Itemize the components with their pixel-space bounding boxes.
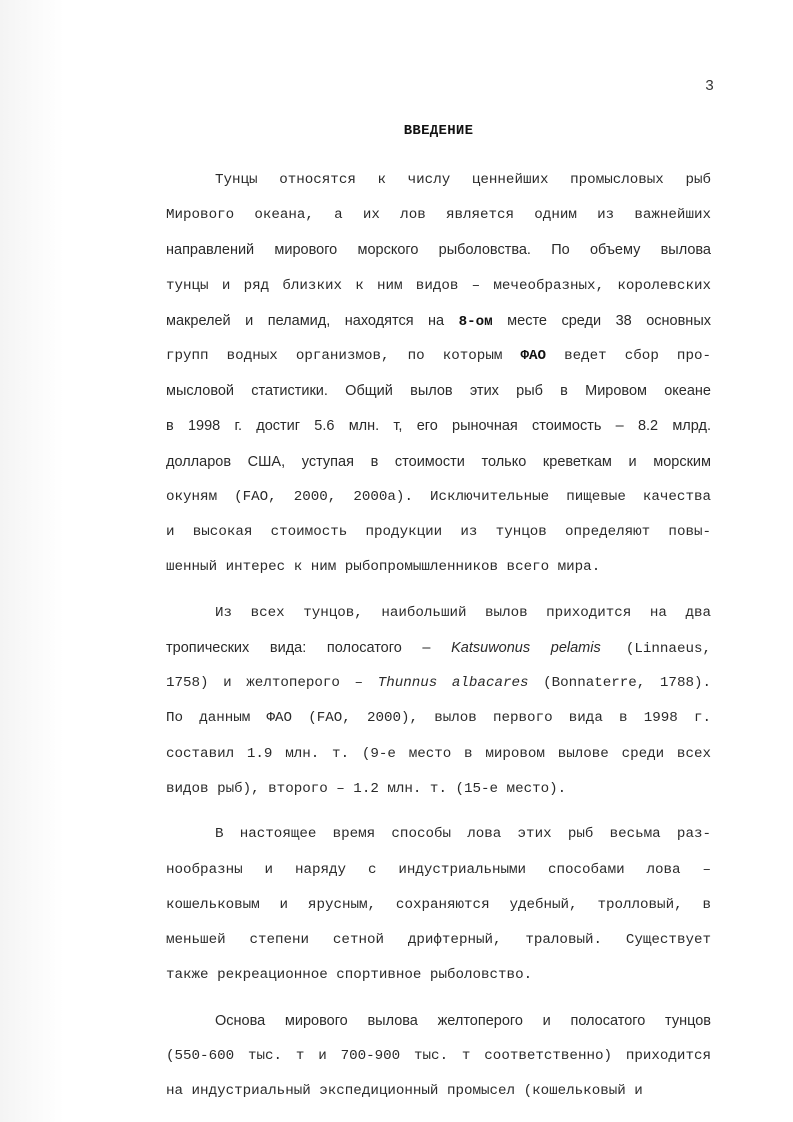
- section-heading: ВВЕДЕНИЕ: [403, 123, 474, 139]
- text-line: [166, 958, 711, 993]
- text-run: на индустриальный экспедиционный промысел (кошельковый и: [166, 1083, 643, 1100]
- text-line: [166, 923, 711, 958]
- text-run: Мирового океана, а их лов является одним из важнейших: [166, 207, 711, 224]
- body-text: [166, 163, 711, 1109]
- text-line: [166, 817, 711, 852]
- text-line: [166, 596, 711, 631]
- text-run: В настоящее время способы лова этих рыб весьма раз-: [215, 826, 711, 843]
- text-run: и высокая стоимость продукции из тунцов определяют повы-: [166, 523, 711, 540]
- text-run: (Linnaeus,: [600, 640, 711, 657]
- text-line: [166, 445, 711, 480]
- page-number: 3: [704, 78, 714, 95]
- text-run: Katsuwonus pelamis: [451, 639, 601, 656]
- text-run: Тунцы относятся к числу ценнейших промысловых рыб: [215, 172, 711, 188]
- text-run: ведет сбор про-: [546, 347, 711, 364]
- paragraph: [166, 596, 711, 807]
- text-line: [166, 374, 711, 409]
- text-line: [166, 550, 711, 585]
- text-run: составил 1.9 млн. т. (9-е место в мировом вылове среди всех: [166, 745, 711, 762]
- text-line: [166, 304, 711, 339]
- text-run: Основа мирового вылова желтоперого и полосатого тунцов: [215, 1012, 711, 1029]
- text-run: также рекреационное спортивное рыболовство.: [166, 967, 533, 984]
- text-run: тунцы и ряд близких к ним видов – мечеобразных, королевских: [166, 277, 711, 294]
- text-line: [166, 1074, 711, 1109]
- text-run: По данным ФАО (FAO, 2000), вылов первого вида в 1998 г.: [166, 710, 711, 727]
- text-line: [166, 163, 711, 198]
- scan-edge-shadow: [0, 0, 64, 1122]
- text-line: [166, 480, 711, 515]
- text-run: тропических вида: полосатого –: [166, 639, 452, 656]
- text-line: [166, 515, 711, 550]
- text-run: нообразны и наряду с индустриальными способами лова –: [166, 861, 711, 878]
- text-line: [166, 666, 711, 701]
- text-run: видов рыб), второго – 1.2 млн. т. (15-е место).: [166, 780, 567, 797]
- text-run: макрелей и пеламид, находятся на: [166, 312, 459, 329]
- text-run: 1758) и желтоперого –: [166, 675, 378, 692]
- text-line: [166, 888, 711, 923]
- text-line: [166, 631, 711, 666]
- text-run: Thunnus albacares: [377, 675, 529, 692]
- text-run: кошельковым и ярусным, сохраняются удебный, тролловый, в: [166, 896, 711, 913]
- text-line: [166, 853, 711, 888]
- text-run: (550-600 тыс. т и 700-900 тыс. т соответственно) приходится: [166, 1048, 711, 1064]
- text-run: (Bonnaterre, 1788).: [528, 675, 711, 692]
- text-line: [166, 1039, 711, 1074]
- text-line: [166, 737, 711, 772]
- text-run: в 1998 г. достиг 5.6 млн. т, его рыночная стоимость – 8.2 млрд.: [166, 418, 711, 435]
- text-run: 8-ом: [458, 313, 493, 330]
- text-line: [166, 1004, 711, 1039]
- text-run: групп водных организмов, по которым: [166, 347, 521, 364]
- text-run: мысловой статистики. Общий вылов этих рыб в Мировом океане: [166, 383, 711, 400]
- text-run: ФАО: [520, 347, 546, 364]
- text-run: окуням (FAO, 2000, 2000а). Исключительные пищевые качества: [166, 488, 711, 505]
- text-line: [166, 198, 711, 233]
- paragraph: [166, 1004, 711, 1110]
- text-line: [166, 409, 711, 444]
- paragraph: [166, 163, 711, 585]
- text-line: [166, 701, 711, 736]
- text-run: месте среди 38 основных: [492, 312, 711, 329]
- text-run: Из всех тунцов, наибольший вылов приходится на два: [215, 604, 711, 621]
- text-run: долларов США, уступая в стоимости только креветкам и морским: [166, 453, 711, 470]
- text-line: [166, 269, 711, 304]
- text-line: [166, 339, 711, 374]
- text-run: направлений мирового морского рыболовства. По объему вылова: [166, 242, 711, 259]
- text-run: шенный интерес к ним рыбопромышленников всего мира.: [166, 559, 601, 576]
- paragraph: [166, 817, 711, 993]
- text-line: [166, 772, 711, 807]
- text-run: меньшей степени сетной дрифтерный, траловый. Существует: [166, 931, 711, 948]
- text-line: [166, 233, 711, 268]
